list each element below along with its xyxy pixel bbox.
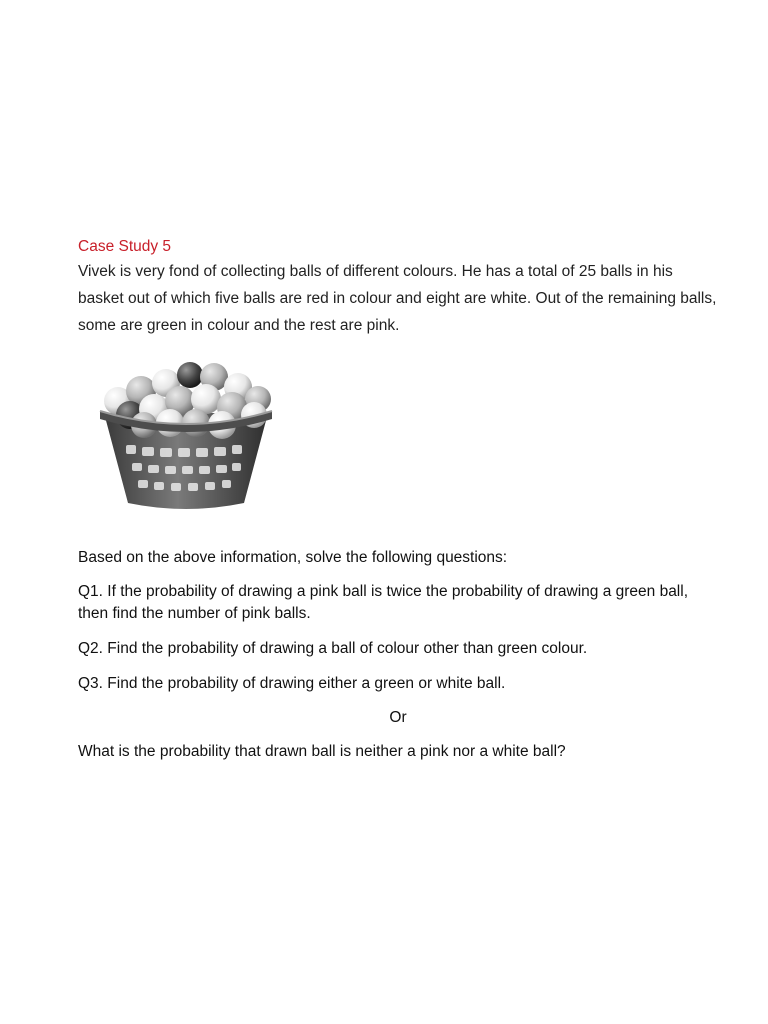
question-1: Q1. If the probability of drawing a pink ball is twice the probability of drawing a green ball, then find the number of pink balls. (78, 583, 689, 622)
question-2: Q2. Find the probability of drawing a ball of colour other than green colour. (78, 640, 588, 657)
case-study-intro: Vivek is very fond of collecting balls of different colours. He has a total of 25 balls in his basket out of which five balls are red in colour and eight are white. Out of the remaining balls, some are green in colour and the rest are pink. (78, 263, 717, 334)
questions-lead: Based on the above information, solve the following questions: (78, 549, 508, 566)
question-3-alternative: What is the probability that drawn ball is neither a pink nor a white ball? (78, 743, 566, 760)
case-study-title: Case Study 5 (78, 238, 172, 255)
or-separator: Or (389, 709, 407, 726)
basket-of-balls-illustration (86, 353, 286, 523)
case-study-document (78, 236, 718, 763)
question-3: Q3. Find the probability of drawing either a green or white ball. (78, 675, 506, 692)
